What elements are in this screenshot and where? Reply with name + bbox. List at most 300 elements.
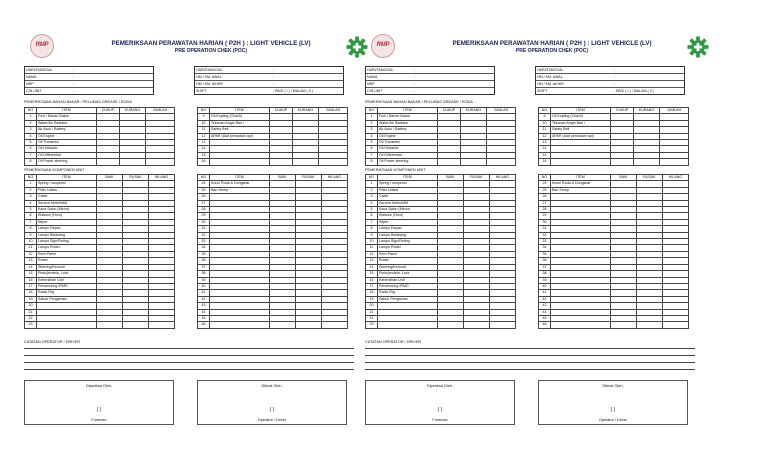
info-line: C/N UNIT : [367,89,415,93]
row-number: 42 [198,296,210,302]
row-number: 6 [366,146,378,152]
row-number: 9 [25,232,37,238]
row-number: 46 [198,322,210,328]
table-row [539,159,689,165]
row-item: Oli Power steering [378,159,438,165]
check-cell[interactable] [146,159,175,165]
note-line[interactable] [365,362,695,363]
signature-heading: Dibuat Oleh, [602,384,624,388]
row-number: 44 [539,309,551,315]
row-item: Pintu/jendela, Lock [37,271,97,277]
row-number: 43 [198,303,210,309]
table-header-row: NO ITEM CUKUP KURANG JUMLAH [366,108,516,114]
row-number: 39 [198,277,210,283]
info-box-operator [365,66,495,95]
row-item: Sabuk Pengaman [378,296,438,302]
row-number: 20 [366,303,378,309]
section-fuel-title: PEMERIKSAAN BAHAN BAKAR / PELUMAS GREASE / RODA [365,100,473,104]
fuel-table-right [197,107,348,166]
row-item [378,322,438,328]
row-number: 32 [539,232,551,238]
check-cell[interactable] [149,322,175,328]
check-cell[interactable] [461,159,487,165]
note-line[interactable] [365,369,695,370]
row-number: 8 [25,159,37,165]
row-number: 38 [198,271,210,277]
check-cell[interactable] [660,159,689,165]
row-number: 36 [198,258,210,264]
row-number: 34 [539,245,551,251]
row-number: 28 [539,207,551,213]
company-logo: RMP [371,34,395,58]
note-line[interactable] [24,348,354,349]
row-number: 20 [25,303,37,309]
check-cell[interactable] [637,322,663,328]
company-logo: RMP [30,34,54,58]
row-number: 46 [539,322,551,328]
row-number: 9 [198,114,210,120]
row-number: 21 [25,309,37,315]
signature-role: Operator / Driver [257,418,287,422]
table-row [366,159,516,165]
check-cell[interactable] [611,322,637,328]
row-item [210,322,270,328]
row-number: 15 [539,152,551,158]
form-title: PEMERIKSAAN PERAWATAN HARIAN ( P2H ) : LIGHT VEHICLE (LV) [452,40,652,47]
section-komponen-title: PEMERIKSAAN KOMPONEN UNIT [365,168,426,172]
row-number: 1 [366,181,378,187]
row-item: Spring / suspensi [37,181,97,187]
row-number: 30 [198,219,210,225]
row-item: Service Meter/MM [37,200,97,206]
info-line: C/N UNIT : [26,89,74,93]
row-number: 12 [198,133,210,139]
row-number: 9 [539,114,551,120]
signature-name-field: ( ) [437,407,443,413]
row-number: 23 [25,322,37,328]
info-line: HARI/TANGGAL : [25,67,153,74]
check-cell[interactable] [123,322,149,328]
row-item: Ban Serep [210,187,270,193]
info-line: HARI/TANGGAL : [366,67,494,74]
row-number: 24 [198,181,210,187]
row-number: 28 [198,207,210,213]
row-number: 15 [366,271,378,277]
row-item: Rem Parkir [378,251,438,257]
row-item: Oli Kopling (Clutch) [551,114,611,120]
check-cell[interactable] [270,322,296,328]
check-cell[interactable] [663,322,689,328]
komponen-table-right [538,174,689,329]
row-number: 6 [25,213,37,219]
row-item: Steering/Kemudi [37,264,97,270]
row-number: 13 [25,258,37,264]
row-item: Air Accu / Battery [37,127,97,133]
check-cell[interactable] [293,159,319,165]
row-number: 1 [366,114,378,120]
info-line: HARI/TANGGAL : [195,67,343,74]
row-number: 11 [198,127,210,133]
row-number: 23 [366,322,378,328]
row-item: Oli Hidraulic [37,146,97,152]
row-number: 31 [198,226,210,232]
row-number: 4 [25,200,37,206]
row-number: 3 [25,127,37,133]
row-item: Sabuk Pengaman [37,296,97,302]
row-number: 14 [539,146,551,152]
row-number: 2 [25,187,37,193]
row-number: 12 [366,251,378,257]
row-item: Wiper [378,219,438,225]
note-line[interactable] [24,369,354,370]
row-item: Lampu Rotari [378,245,438,251]
row-number: 10 [539,120,551,126]
signature-role: Operator / Driver [598,418,628,422]
row-number: 5 [366,207,378,213]
row-item: Water/Air Radiator [378,120,438,126]
info-line: HM / KM. AKHIR : [536,81,684,88]
fuel-table-left [24,107,175,166]
row-number: 10 [366,239,378,245]
row-number: 16 [539,159,551,165]
check-cell[interactable] [322,322,348,328]
row-item: Lampu Belakang [37,232,97,238]
check-cell[interactable] [97,159,120,165]
signature-heading: Diperiksa Oleh, [86,384,112,388]
info-line: HARI/TANGGAL : [536,67,684,74]
row-item: Oli Transmisi [37,140,97,146]
check-cell[interactable] [270,159,293,165]
row-item: Klakson (Horn) [378,213,438,219]
form-title: PEMERIKSAAN PERAWATAN HARIAN ( P2H ) : LIGHT VEHICLE (LV) [111,40,311,47]
row-number: 26 [539,194,551,200]
row-item: Lampu Rotari [37,245,97,251]
row-item: Fuel / Bahan Bakar [378,114,438,120]
row-number: 32 [198,232,210,238]
info-line: NRP : [25,81,153,88]
table-header-row: NO ITEM CUKUP KURANG JUMLAH [539,108,689,114]
row-number: 4 [366,200,378,206]
row-item: Radio Rig [378,290,438,296]
row-item: Cabin [37,194,97,200]
row-item: Lampu Belakang [378,232,438,238]
row-number: 25 [198,187,210,193]
row-number: 41 [539,290,551,296]
info-box-shift [194,66,344,95]
row-item: Lampu Sign/Reting [37,239,97,245]
row-number: 18 [366,290,378,296]
signature-heading: Dibuat Oleh, [261,384,283,388]
check-cell[interactable] [464,322,490,328]
row-number: 2 [366,187,378,193]
row-number: 36 [539,258,551,264]
check-cell[interactable] [120,159,146,165]
row-item: Cabin [378,194,438,200]
row-number: 13 [366,258,378,264]
row-number: 3 [366,127,378,133]
row-number: 12 [25,251,37,257]
info-line: HM / KM. AWAL : [195,74,343,81]
row-number: 15 [25,271,37,277]
komponen-table-left [365,174,516,329]
note-line[interactable] [24,355,354,356]
gear-icon [687,36,709,58]
row-number: 43 [539,303,551,309]
p2h-form-right [363,30,721,430]
section-fuel-title: PEMERIKSAAN BAHAN BAKAR / PELUMAS GREASE / RODA [24,100,132,104]
row-number: 24 [539,181,551,187]
note-line[interactable] [24,362,354,363]
note-line[interactable] [365,348,695,349]
row-item: Filter Udara [378,187,438,193]
komponen-table-left [24,174,175,329]
row-number: 4 [366,133,378,139]
row-number: 11 [366,245,378,251]
table-header-row: NO ITEM BAIK RUSAK HILANG [539,175,689,181]
row-number: 16 [198,159,210,165]
row-number: 37 [539,264,551,270]
row-number: 27 [198,200,210,206]
row-number: 22 [366,315,378,321]
row-number: 45 [539,315,551,321]
row-item: Ban Serep [551,187,611,193]
row-number: 37 [198,264,210,270]
signature-heading: Diperiksa Oleh, [427,384,453,388]
note-line[interactable] [365,355,695,356]
row-number: 7 [366,219,378,225]
row-number: 15 [198,152,210,158]
check-cell[interactable] [490,322,516,328]
row-number: 17 [25,283,37,289]
row-number: 40 [198,283,210,289]
row-item: Oli Engine [378,133,438,139]
row-number: 8 [25,226,37,232]
row-number: 10 [198,120,210,126]
row-item: Radio Rig [37,290,97,296]
row-item: Penomoring /RMD [37,283,97,289]
table-row [539,322,689,328]
row-number: 7 [25,152,37,158]
form-subtitle: PRE OPERATION CHEK (POC) [515,48,589,54]
row-number: 14 [198,146,210,152]
row-number: 13 [539,140,551,146]
table-header-row: NO ITEM CUKUP KURANG JUMLAH [198,108,348,114]
row-number: 19 [366,296,378,302]
row-number: 11 [539,127,551,133]
row-number: 27 [539,200,551,206]
row-item: Klakson (Horn) [37,213,97,219]
row-number: 5 [366,140,378,146]
row-number: 5 [25,207,37,213]
row-number: 26 [198,194,210,200]
signature-role: Foreman [432,418,448,422]
signature-box-foreman[interactable] [365,380,515,425]
row-item: Lampu Depan [378,226,438,232]
row-number: 6 [25,146,37,152]
row-item [210,159,270,165]
table-row [25,322,175,328]
row-number: 18 [25,290,37,296]
row-item: Air Accu / Battery [378,127,438,133]
row-item: Oli Hidraulic [378,146,438,152]
row-number: 13 [198,140,210,146]
signature-name-field: ( ) [96,407,102,413]
row-item [551,322,611,328]
row-number: 16 [366,277,378,283]
row-number: 35 [198,251,210,257]
row-item [37,322,97,328]
row-item: Kaca Spion (Mirror) [37,207,97,213]
row-number: 44 [198,309,210,315]
row-number: 22 [25,315,37,321]
row-number: 34 [198,245,210,251]
row-item: Tekanan Angin Ban / [210,120,270,126]
table-row [366,322,516,328]
signature-box-foreman[interactable] [24,380,174,425]
info-box-operator [24,66,154,95]
fuel-table-right [538,107,689,166]
row-number: 12 [539,133,551,139]
signature-role: Foreman [91,418,107,422]
check-cell[interactable] [438,322,464,328]
table-header-row: NO ITEM BAIK RUSAK HILANG [198,175,348,181]
row-number: 7 [366,152,378,158]
row-number: 42 [539,296,551,302]
row-item: Lampu Depan [37,226,97,232]
fuel-table-left [365,107,516,166]
row-number: 9 [366,232,378,238]
row-number: 8 [366,159,378,165]
table-header-row: NO ITEM CUKUP KURANG JUMLAH [25,108,175,114]
info-line: NRP : [366,81,494,88]
row-item: Spring / suspensi [378,181,438,187]
row-number: 14 [366,264,378,270]
row-item: Oli Power steering [37,159,97,165]
row-number: 2 [366,120,378,126]
row-item: Oli Differential [37,152,97,158]
row-number: 33 [539,239,551,245]
info-line: NAMA : [25,74,153,81]
info-line: HM / KM. AWAL : [536,74,684,81]
row-number: 25 [539,187,551,193]
row-item [551,159,611,165]
check-cell[interactable] [438,159,461,165]
row-item: Rotari [378,258,438,264]
check-cell[interactable] [97,322,123,328]
row-item: Lampu Sign/Reting [378,239,438,245]
check-cell[interactable] [487,159,516,165]
row-item: Oli Kopling (Clutch) [210,114,270,120]
form-subtitle: PRE OPERATION CHEK (POC) [174,48,248,54]
row-number: 21 [366,309,378,315]
row-item: Penomoring /RMD [378,283,438,289]
row-number: 19 [25,296,37,302]
row-item: APAR (Alat pemadam api) [210,133,270,139]
row-item: Kebersihan Unit [37,277,97,283]
row-item: Filter Udara [37,187,97,193]
komponen-table-right [197,174,348,329]
row-number: 1 [25,181,37,187]
signature-box-driver[interactable] [197,380,347,425]
row-item: Kebersihan Unit [378,277,438,283]
row-number: 41 [198,290,210,296]
row-item: Rotari [37,258,97,264]
row-item: Safety Belt [210,127,270,133]
row-item: Water/Air Radiator [37,120,97,126]
row-number: 11 [25,245,37,251]
row-number: 8 [366,226,378,232]
info-line: HM / KM. AKHIR : [195,81,343,88]
table-header-row: NO ITEM BAIK RUSAK HILANG [366,175,516,181]
row-number: 35 [539,251,551,257]
signature-name-field: ( ) [269,407,275,413]
info-box-shift [535,66,685,95]
signature-box-driver[interactable] [538,380,688,425]
row-number: 7 [25,219,37,225]
row-item: Fuel / Bahan Bakar [37,114,97,120]
row-item: Steering/Kemudi [378,264,438,270]
row-number: 38 [539,271,551,277]
signature-name-field: ( ) [610,407,616,413]
row-number: 10 [25,239,37,245]
row-number: 17 [366,283,378,289]
row-number: 40 [539,283,551,289]
notes-title: CATATAN OPERATOR / DRIVER [24,340,81,344]
notes-title: CATATAN OPERATOR / DRIVER [365,340,422,344]
table-row [25,159,175,165]
row-item: Kaca Spion (Mirror) [378,207,438,213]
check-cell[interactable] [319,159,348,165]
row-item: Kunci Roda & Dongkrak [210,181,270,187]
row-number: 30 [539,219,551,225]
row-item: Rem Parkir [37,251,97,257]
row-item: Wiper [37,219,97,225]
table-row [198,322,348,328]
row-item: Tekanan Angin Ban / [551,120,611,126]
p2h-form-left [22,30,380,430]
row-number: 4 [25,133,37,139]
row-item: Oli Differential [378,152,438,158]
table-row [198,159,348,165]
row-number: 3 [366,194,378,200]
section-komponen-title: PEMERIKSAAN KOMPONEN UNIT [24,168,85,172]
table-header-row: NO ITEM BAIK RUSAK HILANG [25,175,175,181]
row-number: 31 [539,226,551,232]
info-line: NAMA : [366,74,494,81]
row-number: 16 [25,277,37,283]
row-item: APAR (Alat pemadam api) [551,133,611,139]
row-number: 45 [198,315,210,321]
row-number: 5 [25,140,37,146]
row-item: Service Meter/MM [378,200,438,206]
row-number: 39 [539,277,551,283]
row-item: Kunci Roda & Dongkrak [551,181,611,187]
row-item: Oli Engine [37,133,97,139]
row-item: Pintu/jendela, Lock [378,271,438,277]
check-cell[interactable] [611,159,634,165]
row-item: Safety Belt [551,127,611,133]
row-number: 29 [539,213,551,219]
row-number: 29 [198,213,210,219]
row-number: 6 [366,213,378,219]
check-cell[interactable] [634,159,660,165]
row-number: 1 [25,114,37,120]
row-item: Oli Transmisi [378,140,438,146]
row-number: 3 [25,194,37,200]
check-cell[interactable] [296,322,322,328]
row-number: 33 [198,239,210,245]
row-number: 14 [25,264,37,270]
